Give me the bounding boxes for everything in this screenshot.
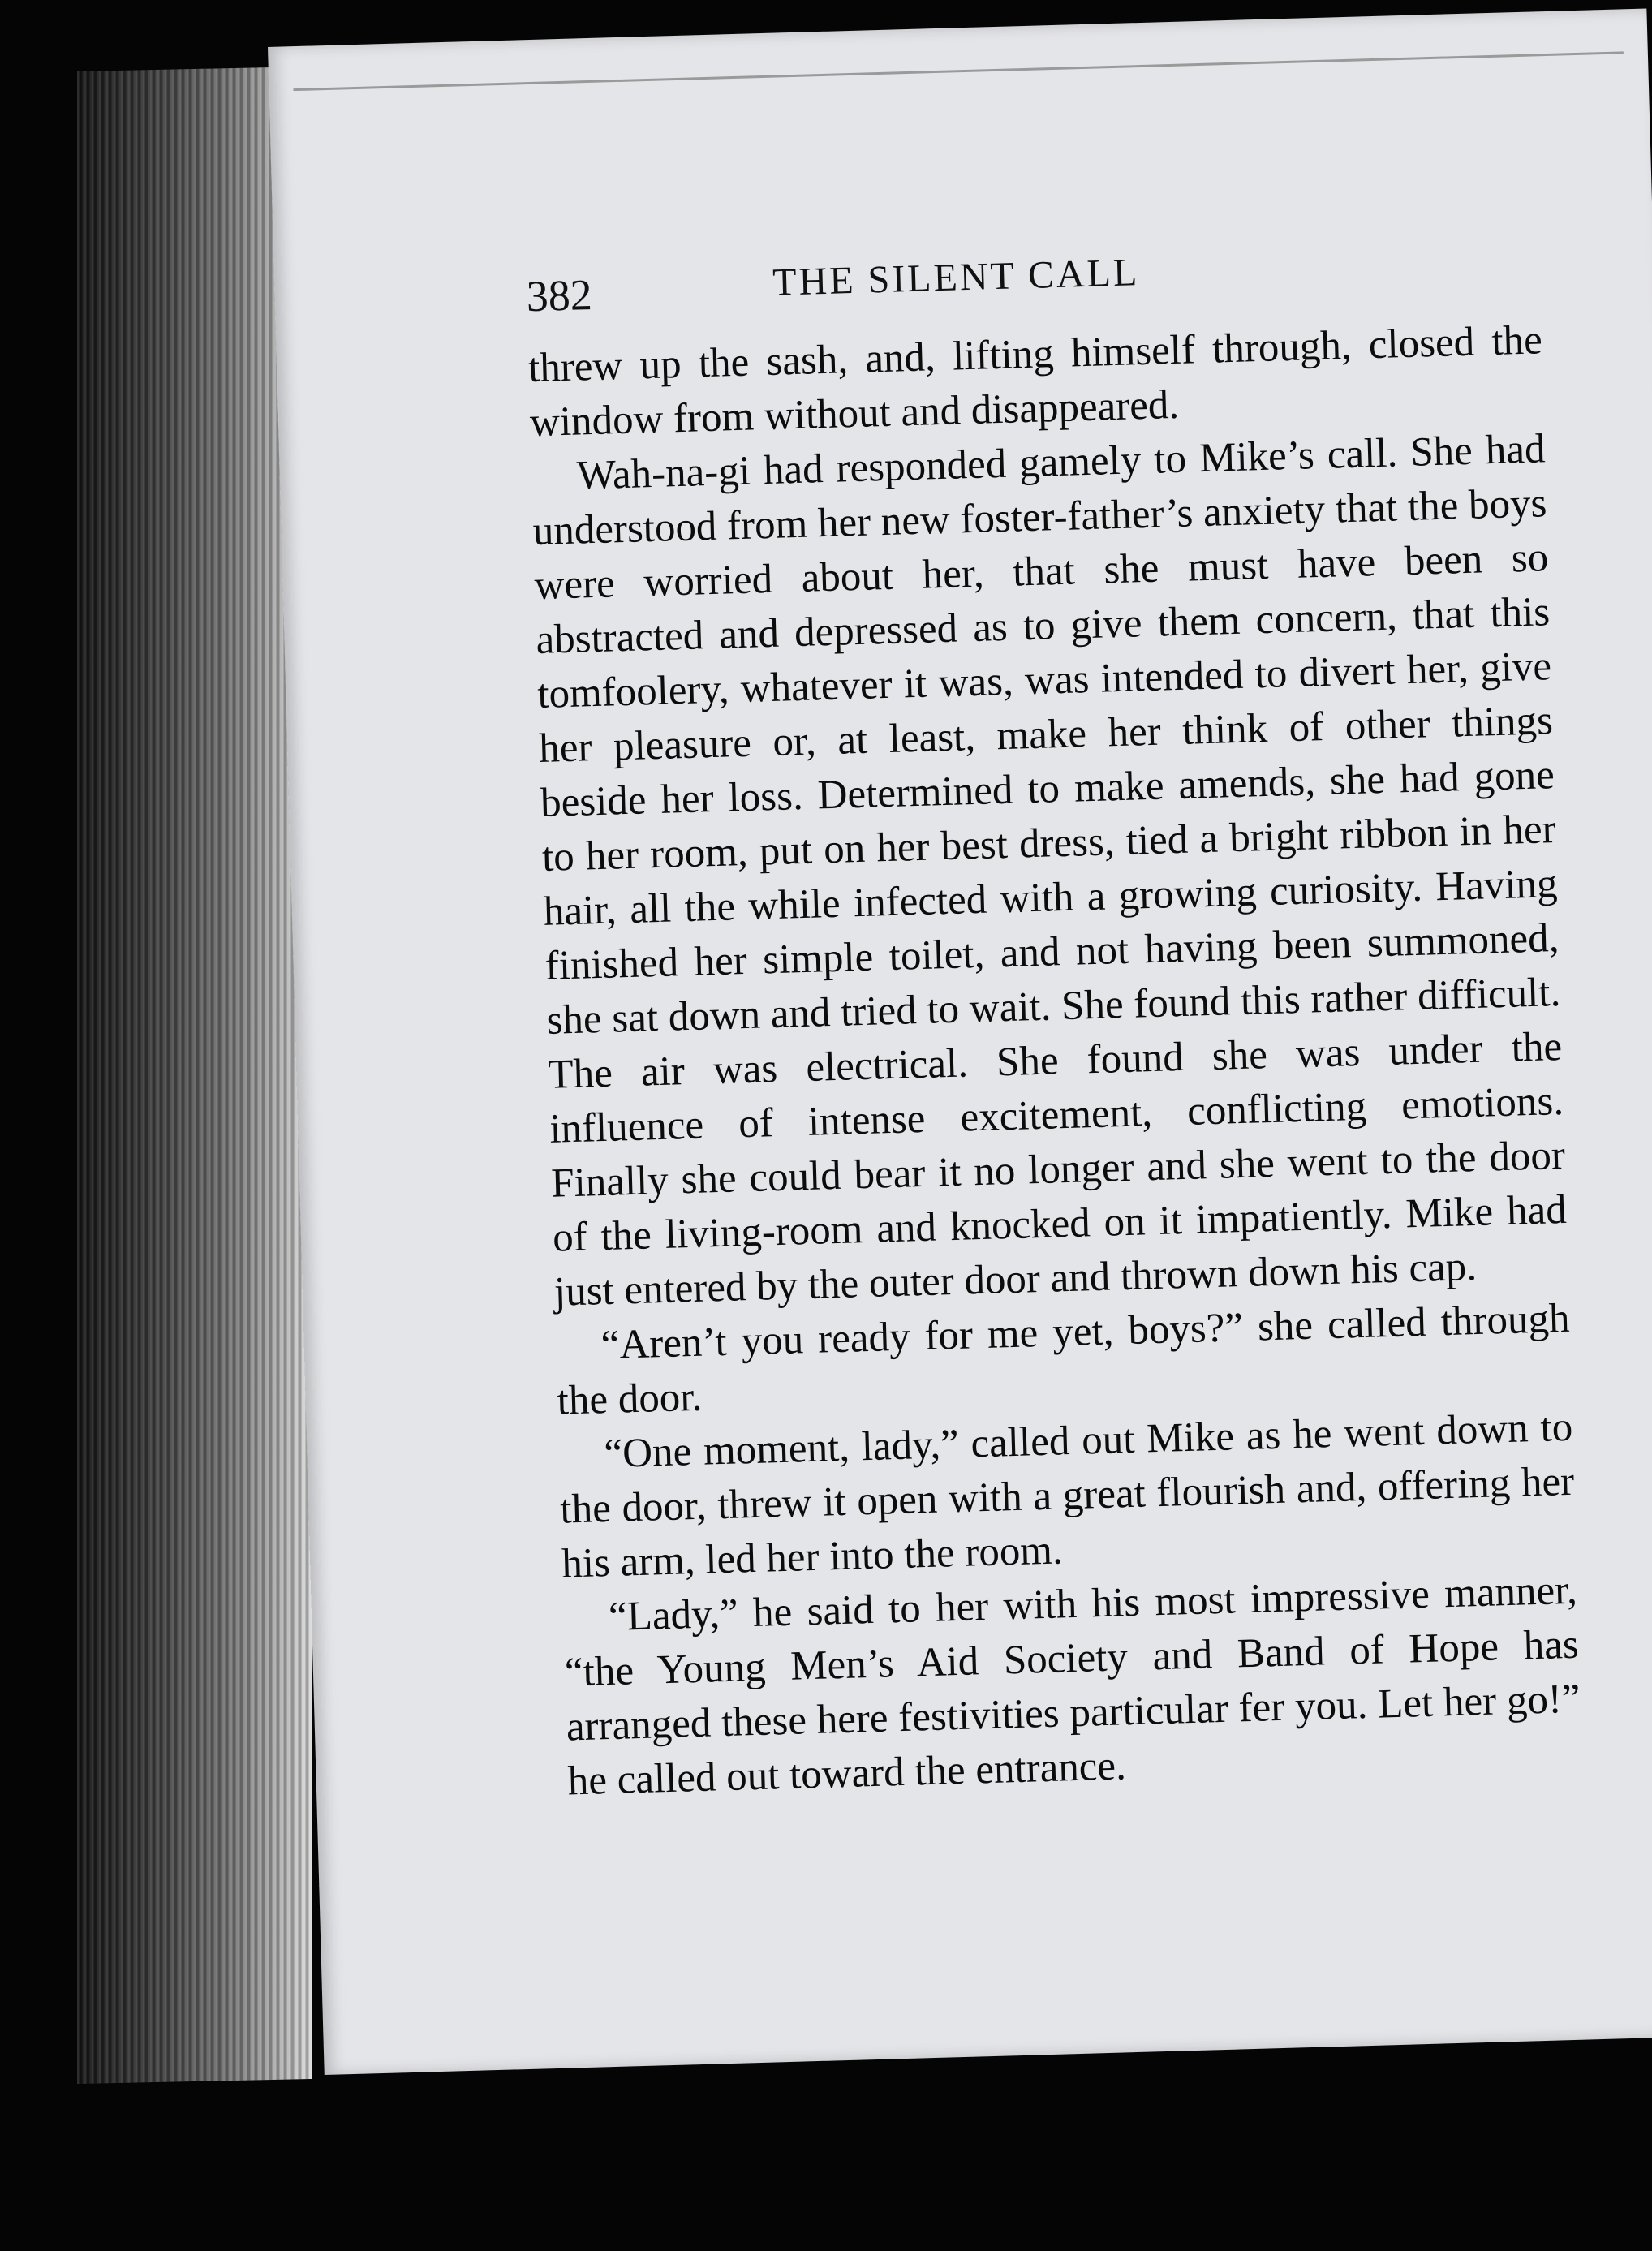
book-page bbox=[268, 9, 1652, 2075]
page-number: 382 bbox=[525, 269, 593, 321]
paragraph: “Lady,” he said to her with his most impressive manner, “the Young Men’s Aid Society and Band of Hope has arranged these here festivities particular fer you. Let her go!” he called out toward the entrance. bbox=[564, 1567, 1581, 1805]
top-page-rule bbox=[293, 51, 1623, 91]
running-head: THE SILENT CALL bbox=[772, 251, 1140, 304]
paragraph: threw up the sash, and, lifting himself through, closed the window from without and disappeared. bbox=[527, 317, 1543, 446]
paragraph: “One moment, lady,” called out Mike as he went down to the door, threw it open with a great flourish and, offering her his arm, led her into the room. bbox=[559, 1404, 1575, 1587]
paragraph: “Aren’t you ready for me yet, boys?” she called through the door. bbox=[556, 1295, 1571, 1424]
paragraph: Wah-na-gi had responded gamely to Mike’s call. She had understood from her new foster-father’s anxiety that the boys were worried about her, that she must have been so abstracted and depressed as to give them concern, that this tomfoolery, whatever it was, was intended to divert her, give her pleasure or, at least, make her think of other things beside her loss. Determined to make amends, she had gone to her room, put on her best dress, tied a bright ribbon in her hair, all the while infected with a growing curiosity. Having finished her simple toilet, and not having been summoned, she sat down and tried to wait. She found this rather difficult. The air was electrical. She found she was under the influence of intense excitement, conflicting emotions. Finally she could bear it no longer and she went to the door of the living-room and knocked on it impatiently. Mike had just entered by the outer door and thrown down his cap. bbox=[532, 426, 1568, 1315]
body-text bbox=[527, 313, 1582, 1809]
